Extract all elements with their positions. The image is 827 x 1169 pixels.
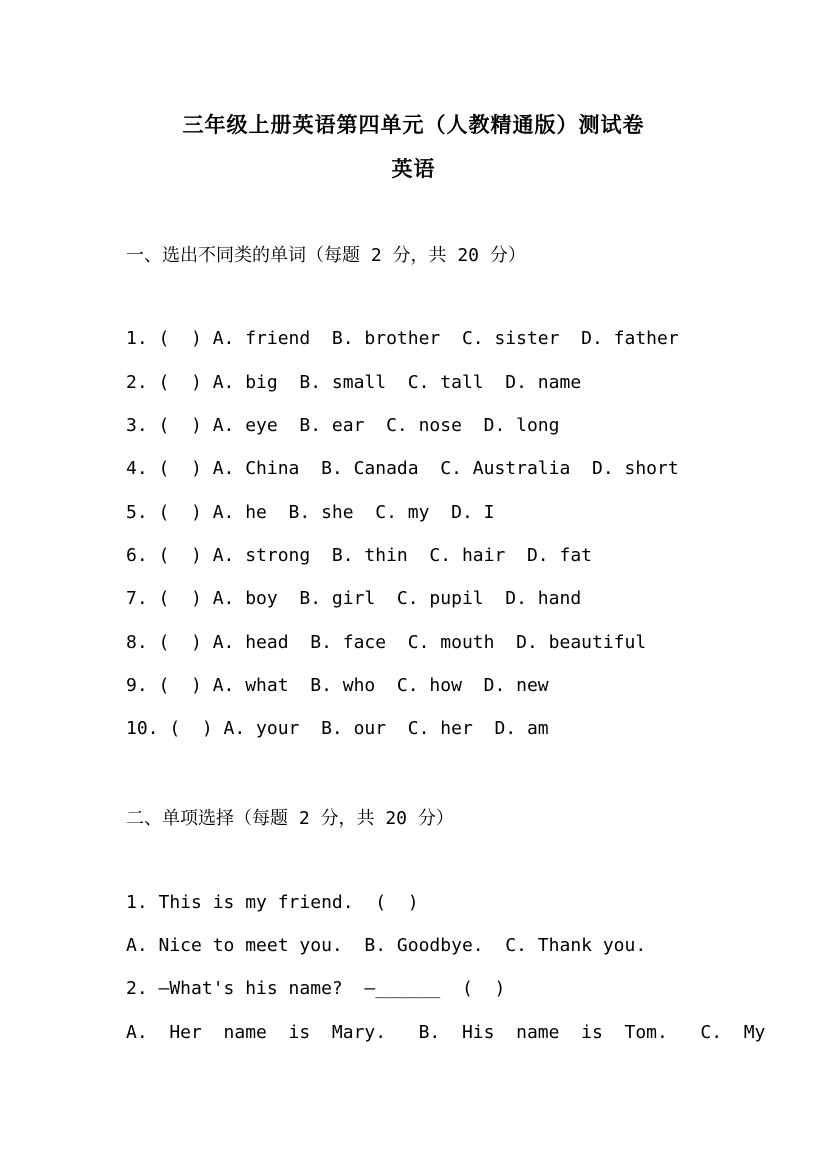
question-item: 7. ( ) A. boy B. girl C. pupil D. hand — [126, 588, 582, 609]
document-title: 三年级上册英语第四单元（人教精通版）测试卷 — [182, 112, 645, 137]
question-line: 2. —What's his name? —______ ( ) — [126, 978, 506, 999]
question-line: 1. This is my friend. ( ) — [126, 892, 419, 913]
question-item: 9. ( ) A. what B. who C. how D. new — [126, 675, 549, 696]
section1-heading: 一、选出不同类的单词（每题 2 分，共 20 分） — [126, 245, 526, 266]
section2-heading: 二、单项选择（每题 2 分，共 20 分） — [126, 808, 454, 829]
question-line: A. Her name is Mary. B. His name is Tom. C. My — [126, 1022, 766, 1043]
question-item: 5. ( ) A. he B. she C. my D. I — [126, 502, 495, 523]
question-line: A. Nice to meet you. B. Goodbye. C. Thank you. — [126, 935, 647, 956]
question-item: 8. ( ) A. head B. face C. mouth D. beautiful — [126, 632, 647, 653]
question-item: 10. ( ) A. your B. our C. her D. am — [126, 718, 549, 739]
question-item: 1. ( ) A. friend B. brother C. sister D. father — [126, 328, 679, 349]
question-item: 6. ( ) A. strong B. thin C. hair D. fat — [126, 545, 592, 566]
question-item: 4. ( ) A. China B. Canada C. Australia D. short — [126, 458, 679, 479]
question-item: 3. ( ) A. eye B. ear C. nose D. long — [126, 415, 560, 436]
question-item: 2. ( ) A. big B. small C. tall D. name — [126, 372, 582, 393]
document-subtitle: 英语 — [391, 156, 436, 181]
